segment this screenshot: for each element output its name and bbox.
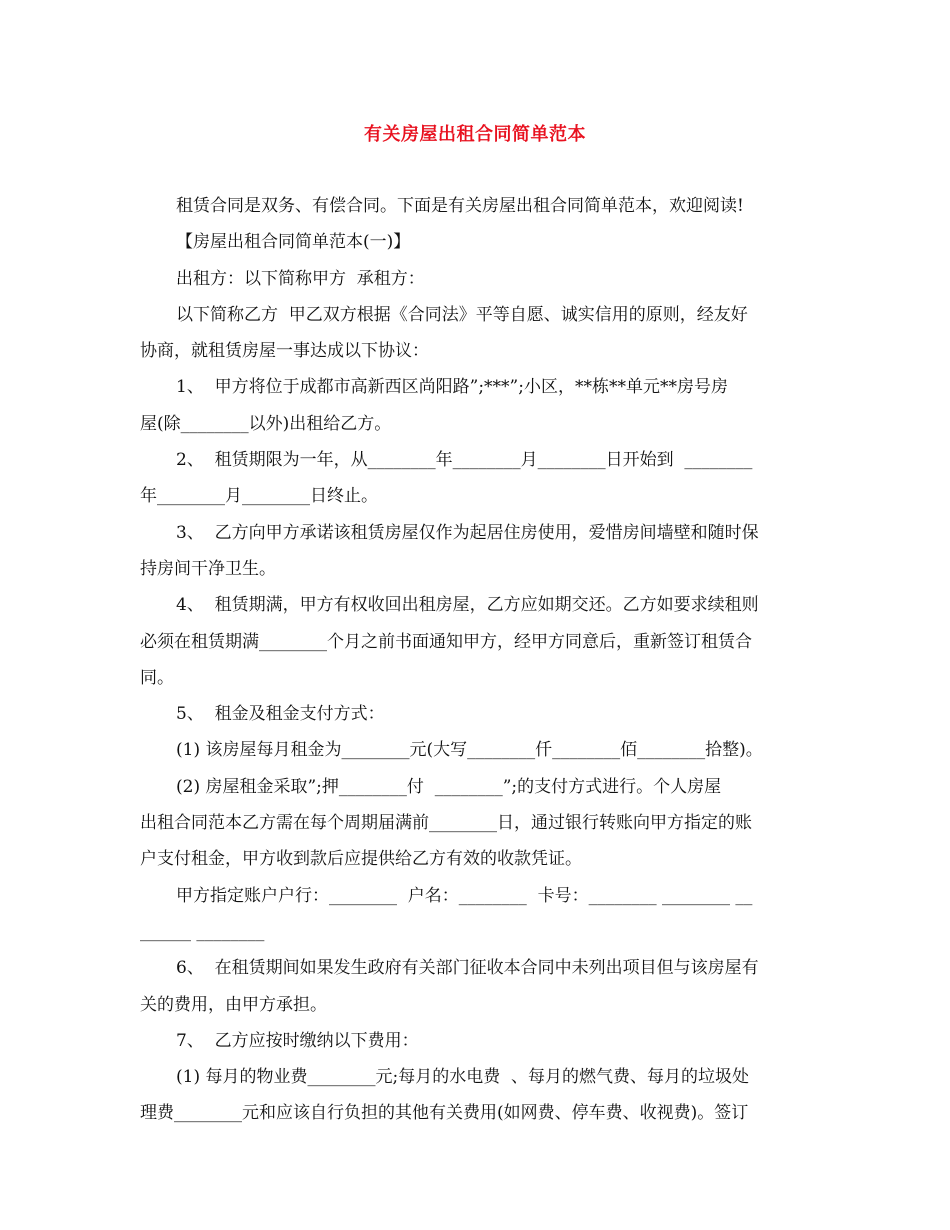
body-line: 1、 甲方将位于成都市高新西区尚阳路”;***”;小区，**栋**单元**房号房	[176, 377, 728, 398]
body-line: 6、 在租赁期间如果发生政府有关部门征收本合同中未列出项目但与该房屋有	[176, 958, 759, 979]
body-line: 持房间干净卫生。	[140, 558, 276, 579]
body-line: 5、 租金及租金支付方式：	[176, 704, 385, 725]
body-line: 甲方指定账户户行：________ 户名：________ 卡号：________ ________ __	[176, 885, 753, 906]
body-line: 2、 租赁期限为一年，从________年________月________日开始到 ________	[176, 450, 753, 471]
body-line: 4、 租赁期满，甲方有权收回出租房屋，乙方应如期交还。乙方如要求续租则	[176, 595, 759, 616]
body-line: 租赁合同是双务、有偿合同。下面是有关房屋出租合同简单范本，欢迎阅读!	[176, 196, 744, 216]
body-line: 年________月________日终止。	[140, 486, 378, 507]
body-line: 出租合同范本乙方需在每个周期届满前________日，通过银行转账向甲方指定的账	[140, 813, 752, 834]
body-line: 必须在租赁期满________个月之前书面通知甲方，经甲方同意后，重新签订租赁合	[140, 631, 752, 652]
body-line: 3、 乙方向甲方承诺该租赁房屋仅作为起居住房使用，爱惜房间墙壁和随时保	[176, 522, 759, 543]
body-line: 以下简称乙方 甲乙双方根据《合同法》平等自愿、诚实信用的原则，经友好	[176, 304, 748, 325]
body-line: (2) 房屋租金采取”;押________付 ________”;的支付方式进行。个人房屋	[176, 776, 722, 797]
document-body	[140, 188, 820, 1132]
body-line: 【房屋出租合同简单范本(一)】	[176, 232, 411, 253]
body-line: 7、 乙方应按时缴纳以下费用：	[176, 1030, 419, 1051]
body-line: (1) 每月的物业费________元;每月的水电费 、每月的燃气费、每月的垃圾处	[176, 1067, 750, 1088]
body-line: 协商，就租赁房屋一事达成以下协议：	[140, 341, 429, 362]
body-line: ______ ________	[140, 921, 265, 942]
body-line: 关的费用，由甲方承担。	[140, 994, 327, 1015]
document-title: 有关房屋出租合同简单范本	[364, 124, 586, 145]
body-line: 出租方：以下简称甲方 承租方：	[176, 268, 425, 289]
body-line: (1) 该房屋每月租金为________元(大写________仟________佰________拾整)。	[176, 740, 763, 761]
body-line: 户支付租金，甲方收到款后应提供给乙方有效的收款凭证。	[140, 849, 582, 870]
body-line: 同。	[140, 667, 174, 688]
body-line: 理费________元和应该自行负担的其他有关费用(如网费、停车费、收视费)。签订	[140, 1103, 749, 1124]
body-line: 屋(除________以外)出租给乙方。	[140, 413, 392, 434]
